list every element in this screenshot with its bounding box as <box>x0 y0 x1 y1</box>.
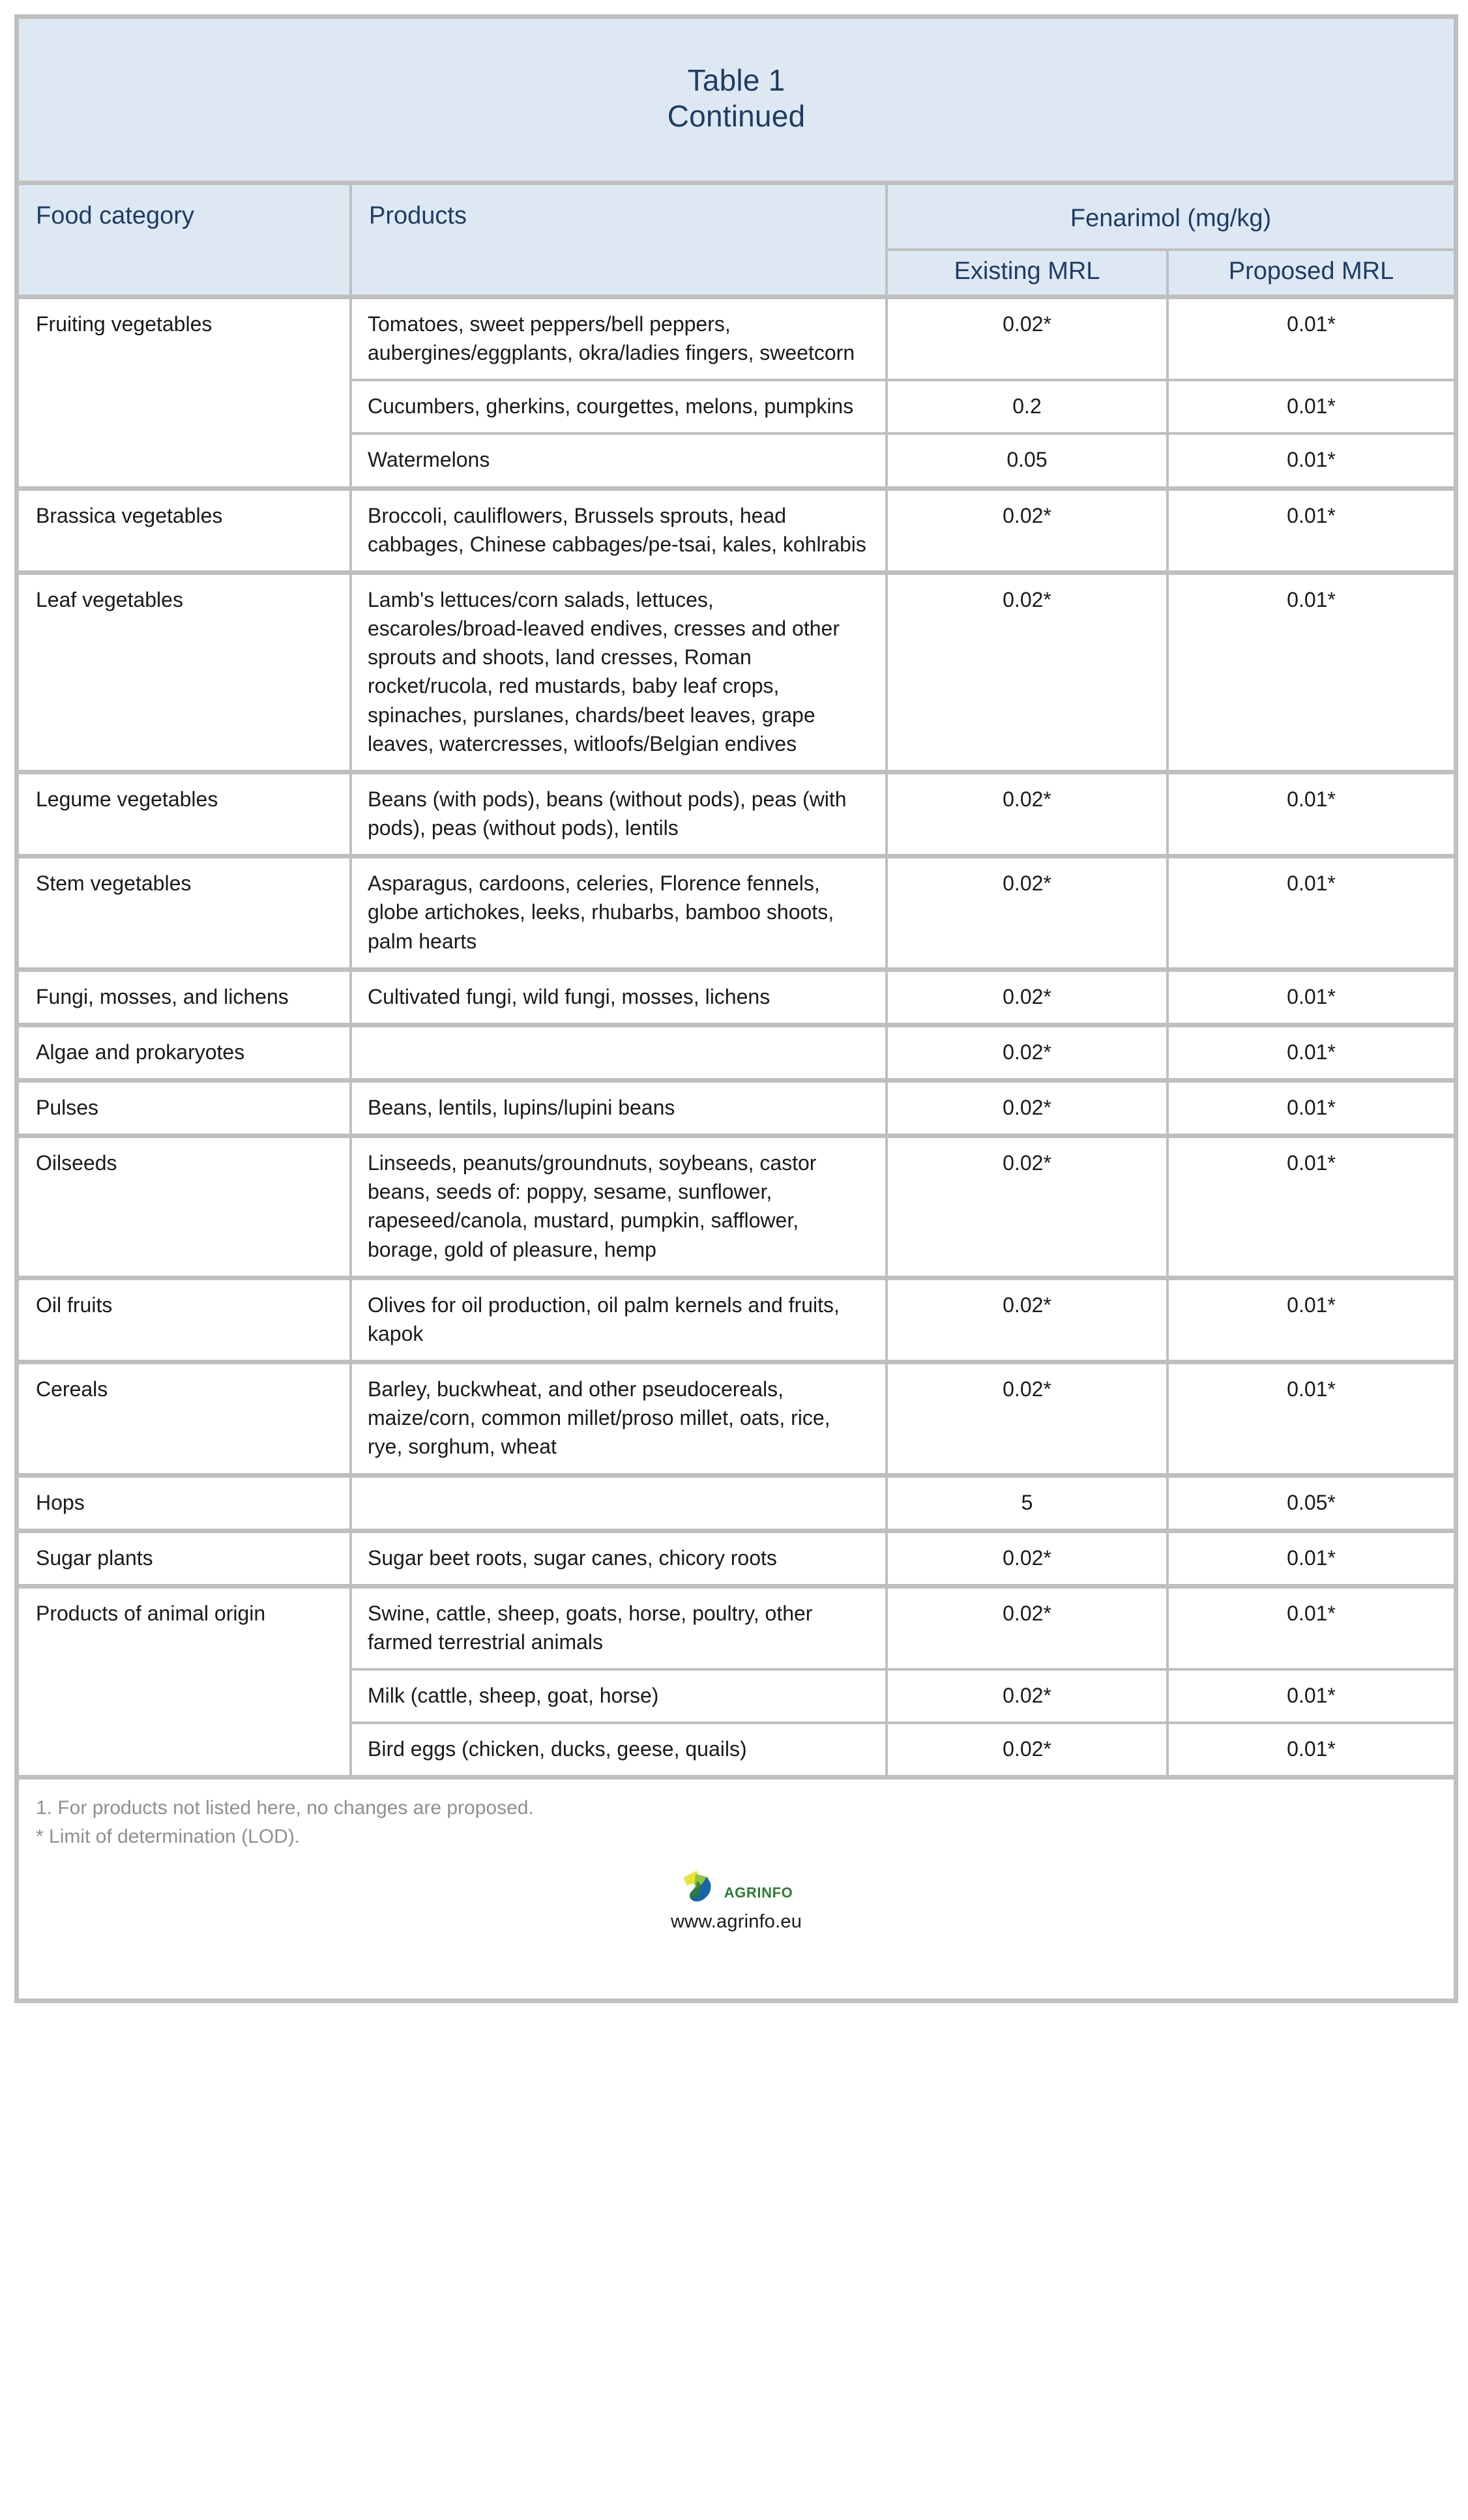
cell-existing-mrl: 0.02* <box>888 1589 1169 1671</box>
cell-proposed-mrl: 0.01* <box>1169 575 1458 774</box>
cell-proposed-mrl: 0.01* <box>1169 1083 1458 1138</box>
cell-products <box>352 1478 888 1533</box>
cell-proposed-mrl: 0.01* <box>1169 1533 1458 1589</box>
cell-proposed-mrl: 0.01* <box>1169 491 1458 575</box>
cell-proposed-mrl: 0.01* <box>1169 858 1458 971</box>
cell-existing-mrl: 0.02* <box>888 1280 1169 1364</box>
table-title-line: Continued <box>667 99 806 133</box>
table-row <box>19 491 1458 575</box>
table-row <box>19 1280 1458 1364</box>
cell-products: Barley, buckwheat, and other pseudocereals, maize/corn, common millet/proso millet, oats, rice, rye, sorghum, wheat <box>352 1364 888 1477</box>
cell-products: Olives for oil production, oil palm kernels and fruits, kapok <box>352 1280 888 1364</box>
brand-block <box>36 1866 1437 1933</box>
column-header-proposed-mrl: Proposed MRL <box>1169 251 1458 299</box>
cell-existing-mrl: 0.02* <box>888 1724 1169 1780</box>
cell-products: Tomatoes, sweet peppers/bell peppers, aubergines/eggplants, okra/ladies fingers, sweetcorn <box>352 299 888 381</box>
table-row <box>19 774 1458 858</box>
cell-existing-mrl: 0.02* <box>888 1533 1169 1589</box>
cell-proposed-mrl: 0.01* <box>1169 381 1458 435</box>
cell-existing-mrl: 0.02* <box>888 1027 1169 1083</box>
cell-food-category: Cereals <box>19 1364 352 1477</box>
mrl-table <box>14 14 1458 2003</box>
table-note: * Limit of determination (LOD). <box>36 1826 301 1848</box>
table-row <box>19 972 1458 1027</box>
column-header-food-category: Food category <box>19 185 352 299</box>
table-row <box>19 1138 1458 1280</box>
column-header-existing-mrl: Existing MRL <box>888 251 1169 299</box>
cell-food-category: Oilseeds <box>19 1138 352 1280</box>
table-title-line: Table 1 <box>687 63 785 97</box>
cell-products: Swine, cattle, sheep, goats, horse, poultry, other farmed terrestrial animals <box>352 1589 888 1671</box>
cell-food-category: Hops <box>19 1478 352 1533</box>
table-note: 1. For products not listed here, no changes are proposed. <box>36 1797 534 1819</box>
table-row <box>19 1027 1458 1083</box>
brand-wordmark: AGRINFO <box>724 1884 793 1901</box>
cell-proposed-mrl: 0.01* <box>1169 1138 1458 1280</box>
cell-products: Asparagus, cardoons, celeries, Florence fennels, globe artichokes, leeks, rhubarbs, bamboo shoots, palm hearts <box>352 858 888 971</box>
cell-food-category: Fruiting vegetables <box>19 299 352 491</box>
cell-food-category: Products of animal origin <box>19 1589 352 1780</box>
cell-products: Sugar beet roots, sugar canes, chicory roots <box>352 1533 888 1589</box>
cell-proposed-mrl: 0.01* <box>1169 1724 1458 1780</box>
cell-proposed-mrl: 0.01* <box>1169 435 1458 490</box>
cell-proposed-mrl: 0.01* <box>1169 972 1458 1027</box>
cell-existing-mrl: 5 <box>888 1478 1169 1533</box>
cell-food-category: Oil fruits <box>19 1280 352 1364</box>
cell-proposed-mrl: 0.01* <box>1169 1589 1458 1671</box>
cell-proposed-mrl: 0.01* <box>1169 1364 1458 1477</box>
cell-existing-mrl: 0.02* <box>888 1364 1169 1477</box>
cell-products: Lamb's lettuces/corn salads, lettuces, escaroles/broad-leaved endives, cresses and other sprouts and shoots, land cresses, Roman rocket/rucola, red mustards, baby leaf crops, spinaches, purslanes, chards/beet leaves, grape leaves, watercresses, witloofs/Belgian endives <box>352 575 888 774</box>
cell-existing-mrl: 0.02* <box>888 299 1169 381</box>
cell-food-category: Stem vegetables <box>19 858 352 971</box>
cell-products: Cultivated fungi, wild fungi, mosses, lichens <box>352 972 888 1027</box>
cell-food-category: Algae and prokaryotes <box>19 1027 352 1083</box>
column-header-products: Products <box>352 185 888 299</box>
cell-proposed-mrl: 0.01* <box>1169 1671 1458 1724</box>
cell-food-category: Fungi, mosses, and lichens <box>19 972 352 1027</box>
cell-products <box>352 1027 888 1083</box>
cell-products: Cucumbers, gherkins, courgettes, melons, pumpkins <box>352 381 888 435</box>
table-row <box>19 1589 1458 1671</box>
table-header-row-primary <box>19 185 1458 251</box>
cell-products: Bird eggs (chicken, ducks, geese, quails) <box>352 1724 888 1780</box>
cell-proposed-mrl: 0.01* <box>1169 1027 1458 1083</box>
brand-logo-row <box>680 1866 793 1906</box>
cell-products: Watermelons <box>352 435 888 490</box>
cell-existing-mrl: 0.02* <box>888 972 1169 1027</box>
table-row <box>19 1364 1458 1477</box>
cell-food-category: Brassica vegetables <box>19 491 352 575</box>
agrinfo-leaf-icon <box>680 1866 720 1906</box>
cell-existing-mrl: 0.02* <box>888 491 1169 575</box>
cell-existing-mrl: 0.02* <box>888 1671 1169 1724</box>
cell-food-category: Sugar plants <box>19 1533 352 1589</box>
cell-proposed-mrl: 0.01* <box>1169 299 1458 381</box>
cell-products: Milk (cattle, sheep, goat, horse) <box>352 1671 888 1724</box>
cell-products: Beans, lentils, lupins/lupini beans <box>352 1083 888 1138</box>
brand-url: www.agrinfo.eu <box>670 1911 802 1933</box>
column-header-substance-group: Fenarimol (mg/kg) <box>888 185 1458 251</box>
cell-existing-mrl: 0.02* <box>888 1083 1169 1138</box>
table-row <box>19 858 1458 971</box>
cell-products: Broccoli, cauliflowers, Brussels sprouts, head cabbages, Chinese cabbages/pe-tsai, kales, kohlrabis <box>352 491 888 575</box>
cell-food-category: Leaf vegetables <box>19 575 352 774</box>
table-row <box>19 1478 1458 1533</box>
cell-proposed-mrl: 0.01* <box>1169 774 1458 858</box>
cell-products: Beans (with pods), beans (without pods), peas (with pods), peas (without pods), lentils <box>352 774 888 858</box>
cell-proposed-mrl: 0.01* <box>1169 1280 1458 1364</box>
cell-proposed-mrl: 0.05* <box>1169 1478 1458 1533</box>
table-row <box>19 575 1458 774</box>
table-notes-cell <box>19 1780 1458 2003</box>
cell-existing-mrl: 0.2 <box>888 381 1169 435</box>
table-title-row <box>19 19 1458 185</box>
cell-existing-mrl: 0.02* <box>888 858 1169 971</box>
table-row <box>19 299 1458 381</box>
table-title-cell <box>19 19 1458 185</box>
table-row <box>19 1533 1458 1589</box>
cell-food-category: Legume vegetables <box>19 774 352 858</box>
table-footer-row <box>19 1780 1458 2003</box>
cell-existing-mrl: 0.02* <box>888 1138 1169 1280</box>
cell-existing-mrl: 0.05 <box>888 435 1169 490</box>
cell-existing-mrl: 0.02* <box>888 774 1169 858</box>
cell-food-category: Pulses <box>19 1083 352 1138</box>
cell-existing-mrl: 0.02* <box>888 575 1169 774</box>
cell-products: Linseeds, peanuts/groundnuts, soybeans, castor beans, seeds of: poppy, sesame, sunflower, rapeseed/canola, mustard, pumpkin, safflower, borage, gold of pleasure, hemp <box>352 1138 888 1280</box>
table-row <box>19 1083 1458 1138</box>
